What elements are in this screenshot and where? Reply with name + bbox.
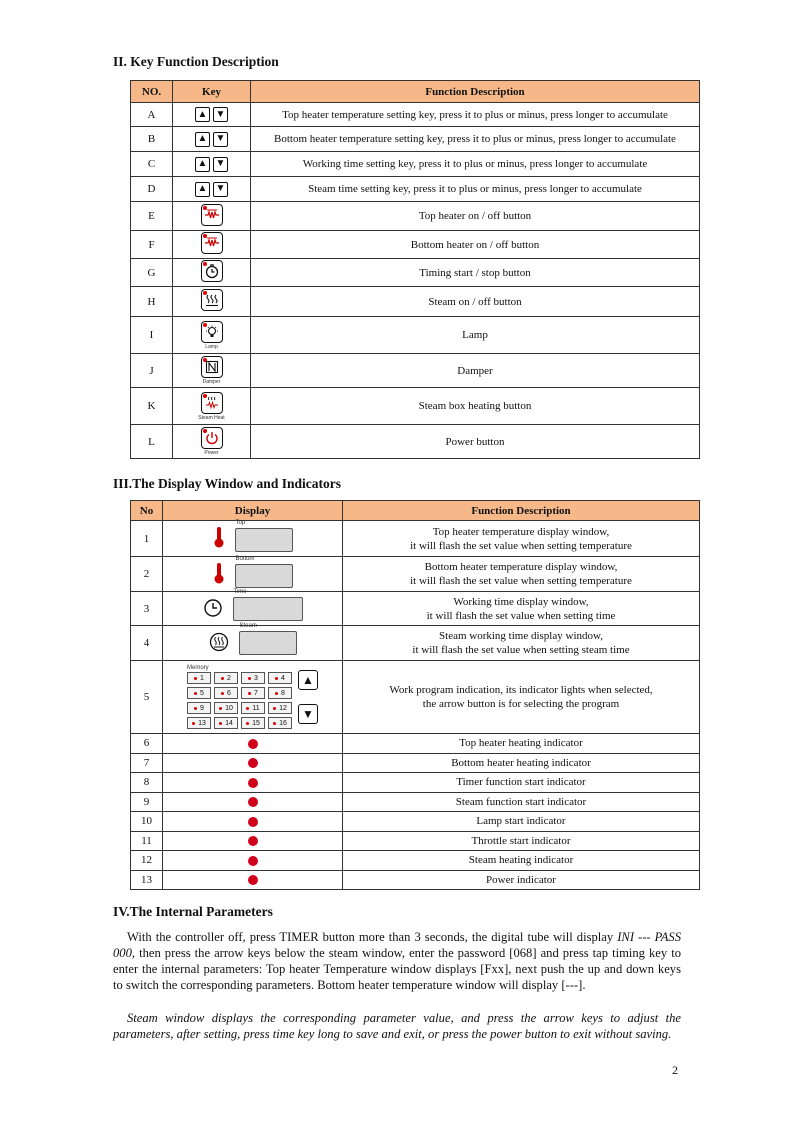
indicator-row-no: 9 bbox=[131, 792, 163, 812]
key-row-icon-cell bbox=[173, 287, 251, 317]
indicator-row-no: 13 bbox=[131, 870, 163, 890]
indicator-cell bbox=[163, 870, 343, 890]
memory-button-9[interactable] bbox=[187, 702, 211, 714]
memory-panel bbox=[163, 665, 342, 729]
memory-led bbox=[221, 677, 224, 680]
col-header-desc: Function Description bbox=[343, 501, 700, 521]
program-arrows bbox=[298, 670, 318, 724]
red-indicator-icon bbox=[248, 875, 258, 885]
display-cell bbox=[163, 557, 343, 592]
memory-led bbox=[273, 707, 276, 710]
display-icon bbox=[213, 525, 225, 552]
memory-button-15[interactable] bbox=[241, 717, 265, 729]
timer-icon bbox=[201, 260, 223, 282]
key-row-icon-cell bbox=[173, 259, 251, 287]
program-up-icon[interactable]: ▲ bbox=[298, 670, 318, 690]
key-row-no: F bbox=[131, 231, 173, 259]
indicator-row-desc: Power indicator bbox=[343, 870, 700, 890]
key-row-no: E bbox=[131, 202, 173, 231]
key-icon-label: Lamp bbox=[205, 343, 218, 350]
key-row-no: H bbox=[131, 287, 173, 317]
display-row-no: 4 bbox=[131, 626, 163, 661]
key-row-desc: Steam time setting key, press it to plus or minus, press longer to accumulate bbox=[251, 177, 700, 202]
memory-label: Memory bbox=[187, 665, 209, 671]
key-row bbox=[131, 259, 700, 287]
display-cell bbox=[163, 588, 343, 626]
key-row-icon-cell bbox=[173, 354, 251, 388]
indicator-row bbox=[131, 734, 700, 754]
indicator-row bbox=[131, 773, 700, 793]
memory-button-3[interactable] bbox=[241, 672, 265, 684]
key-row-desc: Damper bbox=[251, 354, 700, 388]
indicator-row-desc: Lamp start indicator bbox=[343, 812, 700, 832]
lcd-window bbox=[233, 588, 303, 621]
arrow-up-icon: ▲ bbox=[195, 132, 210, 147]
key-row-desc: Working time setting key, press it to plus or minus, press longer to accumulate bbox=[251, 152, 700, 177]
memory-button-13[interactable] bbox=[187, 717, 211, 729]
display-row-desc bbox=[343, 521, 700, 557]
memory-button-label: 2 bbox=[227, 674, 231, 682]
memory-led bbox=[275, 692, 278, 695]
key-row bbox=[131, 177, 700, 202]
key-row bbox=[131, 231, 700, 259]
arrow-down-icon: ▼ bbox=[213, 132, 228, 147]
arrow-up-icon: ▲ bbox=[195, 182, 210, 197]
key-icon-wrap bbox=[201, 260, 223, 282]
indicator-row-no: 12 bbox=[131, 851, 163, 871]
desc-line-2: the arrow button is for selecting the program bbox=[422, 698, 620, 710]
key-icon-wrap bbox=[201, 232, 223, 254]
lamp-icon bbox=[201, 321, 223, 343]
memory-button-label: 8 bbox=[281, 689, 285, 697]
key-icon-wrap bbox=[201, 321, 223, 350]
key-icon-wrap bbox=[198, 392, 224, 421]
indicator-row-no: 7 bbox=[131, 753, 163, 773]
key-icon-wrap bbox=[201, 427, 223, 456]
display-row bbox=[131, 557, 700, 592]
indicator-row-desc: Throttle start indicator bbox=[343, 831, 700, 851]
damper-icon bbox=[201, 356, 223, 378]
memory-button-11[interactable] bbox=[241, 702, 265, 714]
display-row-no: 3 bbox=[131, 592, 163, 626]
key-row-no: G bbox=[131, 259, 173, 287]
key-row-icon-cell bbox=[173, 425, 251, 459]
indicator-row-desc: Steam heating indicator bbox=[343, 851, 700, 871]
memory-led bbox=[248, 692, 251, 695]
display-row-no: 1 bbox=[131, 521, 163, 557]
key-row-icon-cell bbox=[173, 202, 251, 231]
desc-line-1: Work program indication, its indicator lights when selected, bbox=[389, 684, 653, 696]
memory-button-label: 1 bbox=[200, 674, 204, 682]
indicator-row-no: 8 bbox=[131, 773, 163, 793]
red-indicator-icon bbox=[248, 739, 258, 749]
key-row bbox=[131, 287, 700, 317]
display-table bbox=[130, 500, 700, 890]
lcd-label: Time bbox=[233, 588, 247, 595]
key-row-desc: Steam box heating button bbox=[251, 388, 700, 425]
key-row-desc: Lamp bbox=[251, 317, 700, 354]
key-row-icon-cell bbox=[173, 177, 251, 202]
lcd-window bbox=[235, 520, 293, 552]
page-number: 2 bbox=[672, 1063, 678, 1077]
red-indicator-icon bbox=[248, 797, 258, 807]
para-display-code: INI --- PASS 000, bbox=[113, 930, 682, 960]
memory-button-10[interactable] bbox=[214, 702, 238, 714]
key-row-no: K bbox=[131, 388, 173, 425]
key-row-no: C bbox=[131, 152, 173, 177]
key-function-table bbox=[130, 80, 700, 459]
memory-button-12[interactable] bbox=[268, 702, 292, 714]
key-row-no: D bbox=[131, 177, 173, 202]
arrow-up-icon: ▲ bbox=[195, 157, 210, 172]
para-text: then press the arrow keys below the steam window, enter the password [068] and press tap timing key to enter the internal parameters: Top heater Temperature window displays [Fxx], next push the up and down keys to switch the corresponding parameters. Bottom heater temperature window will display [---]. bbox=[113, 946, 681, 992]
memory-button-label: 16 bbox=[279, 719, 287, 727]
steam-icon bbox=[201, 289, 223, 311]
key-row-no: L bbox=[131, 425, 173, 459]
desc-line-2: it will flash the set value when setting time bbox=[426, 609, 616, 622]
display-row bbox=[131, 521, 700, 557]
up-down-arrow-keys bbox=[195, 182, 228, 197]
key-icon-wrap bbox=[201, 204, 223, 226]
key-row-no: J bbox=[131, 354, 173, 388]
memory-led bbox=[194, 707, 197, 710]
lcd-label: Steam bbox=[239, 623, 257, 629]
key-row bbox=[131, 202, 700, 231]
indicator-row bbox=[131, 753, 700, 773]
display-window-group bbox=[203, 588, 303, 621]
section-2-title: II. Key Function Description bbox=[113, 54, 279, 69]
key-row bbox=[131, 354, 700, 388]
key-row-icon-cell bbox=[173, 127, 251, 152]
indicator-row-desc: Steam function start indicator bbox=[343, 792, 700, 812]
key-row-desc: Steam on / off button bbox=[251, 287, 700, 317]
key-row bbox=[131, 425, 700, 459]
memory-button-label: 9 bbox=[200, 704, 204, 712]
indicator-row bbox=[131, 851, 700, 871]
memory-button-label: 10 bbox=[225, 704, 233, 712]
key-row-no: I bbox=[131, 317, 173, 354]
display-icon bbox=[209, 632, 229, 655]
key-row-icon-cell bbox=[173, 231, 251, 259]
memory-led bbox=[246, 722, 249, 725]
red-indicator-icon bbox=[248, 758, 258, 768]
lcd-window bbox=[235, 555, 293, 588]
steam-heat-icon bbox=[201, 392, 223, 414]
desc-line-2: it will flash the set value when setting temperature bbox=[410, 539, 632, 552]
program-down-icon[interactable]: ▼ bbox=[298, 704, 318, 724]
col-header-display: Display bbox=[163, 501, 343, 521]
lcd-window bbox=[239, 623, 297, 655]
memory-led bbox=[248, 677, 251, 680]
memory-led bbox=[219, 722, 222, 725]
indicator-cell bbox=[163, 851, 343, 871]
red-indicator-icon bbox=[248, 778, 258, 788]
indicator-cell bbox=[163, 734, 343, 754]
key-row bbox=[131, 317, 700, 354]
key-row-no: A bbox=[131, 103, 173, 127]
memory-row bbox=[131, 661, 700, 734]
key-icon-label: Steam Heat bbox=[198, 414, 225, 421]
memory-led bbox=[194, 692, 197, 695]
key-row-icon-cell bbox=[173, 317, 251, 354]
key-row-icon-cell bbox=[173, 388, 251, 425]
indicator-cell bbox=[163, 773, 343, 793]
memory-button-label: 5 bbox=[200, 689, 204, 697]
indicator-row-desc: Bottom heater heating indicator bbox=[343, 753, 700, 773]
key-row-icon-cell bbox=[173, 152, 251, 177]
display-row bbox=[131, 592, 700, 626]
col-header-desc: Function Description bbox=[251, 81, 700, 103]
key-icon-wrap bbox=[201, 289, 223, 311]
key-icon-label: Damper bbox=[202, 379, 221, 385]
key-row bbox=[131, 127, 700, 152]
key-row-desc: Power button bbox=[251, 425, 700, 459]
key-icon-label: Power bbox=[204, 450, 219, 456]
thermometer-icon bbox=[213, 525, 225, 549]
section-4-title: IV.The Internal Parameters bbox=[113, 904, 273, 919]
indicator-row-no: 6 bbox=[131, 734, 163, 754]
display-window-group bbox=[209, 623, 297, 655]
desc-line-1: Working time display window, bbox=[453, 595, 589, 608]
up-down-arrow-keys bbox=[195, 107, 228, 122]
display-cell bbox=[163, 623, 343, 661]
memory-led bbox=[246, 707, 249, 710]
memory-desc bbox=[343, 661, 700, 734]
memory-button-label: 11 bbox=[252, 704, 260, 712]
desc-line-1: Top heater temperature display window, bbox=[432, 525, 610, 538]
para-text: With the controller off, press TIMER button more than 3 seconds, the digital tube will display bbox=[127, 930, 618, 944]
indicator-cell bbox=[163, 792, 343, 812]
memory-button-4[interactable] bbox=[268, 672, 292, 684]
memory-button-6[interactable] bbox=[214, 687, 238, 699]
lcd-label: Bottom bbox=[235, 555, 255, 562]
memory-button-7[interactable] bbox=[241, 687, 265, 699]
indicator-row-no: 11 bbox=[131, 831, 163, 851]
key-row-desc: Top heater temperature setting key, press it to plus or minus, press longer to accumulate bbox=[251, 103, 700, 127]
arrow-down-icon: ▼ bbox=[213, 107, 228, 122]
key-row-no: B bbox=[131, 127, 173, 152]
memory-button-label: 3 bbox=[254, 674, 258, 682]
desc-line-1: Steam working time display window, bbox=[439, 630, 603, 642]
key-icon-wrap bbox=[201, 356, 223, 385]
key-row bbox=[131, 103, 700, 127]
arrow-up-icon: ▲ bbox=[195, 107, 210, 122]
memory-button-label: 13 bbox=[198, 719, 206, 727]
display-window-group bbox=[213, 555, 293, 588]
col-header-key: Key bbox=[173, 81, 251, 103]
indicator-cell bbox=[163, 812, 343, 832]
display-cell bbox=[163, 521, 343, 557]
red-indicator-icon bbox=[248, 817, 258, 827]
memory-button-label: 12 bbox=[279, 704, 287, 712]
display-icon bbox=[203, 598, 223, 621]
key-row-desc: Bottom heater temperature setting key, press it to plus or minus, press longer to accumulate bbox=[251, 127, 700, 152]
key-row-desc: Timing start / stop button bbox=[251, 259, 700, 287]
power-icon bbox=[201, 427, 223, 449]
display-row-no: 2 bbox=[131, 557, 163, 592]
display-window-group bbox=[213, 520, 293, 552]
memory-button-14[interactable] bbox=[214, 717, 238, 729]
heater-icon bbox=[201, 204, 223, 226]
key-row-icon-cell bbox=[173, 103, 251, 127]
display-row-desc bbox=[343, 626, 700, 661]
steam-icon bbox=[209, 632, 229, 652]
memory-led bbox=[273, 722, 276, 725]
arrow-down-icon: ▼ bbox=[213, 157, 228, 172]
key-row-desc: Bottom heater on / off button bbox=[251, 231, 700, 259]
memory-button-label: 14 bbox=[225, 719, 233, 727]
indicator-cell bbox=[163, 831, 343, 851]
memory-led bbox=[192, 722, 195, 725]
indicator-cell bbox=[163, 753, 343, 773]
memory-led bbox=[275, 677, 278, 680]
memory-button-label: 7 bbox=[254, 689, 258, 697]
memory-led bbox=[194, 677, 197, 680]
key-row bbox=[131, 388, 700, 425]
desc-line-2: it will flash the set value when setting temperature bbox=[410, 575, 632, 587]
heater-icon bbox=[201, 232, 223, 254]
col-header-no: No bbox=[131, 501, 163, 521]
memory-led bbox=[221, 692, 224, 695]
indicator-row bbox=[131, 870, 700, 890]
paragraph-internal-params bbox=[113, 929, 681, 993]
memory-left bbox=[187, 665, 292, 729]
indicator-row bbox=[131, 831, 700, 851]
red-indicator-icon bbox=[248, 836, 258, 846]
memory-button-label: 6 bbox=[227, 689, 231, 697]
lcd-label: Top bbox=[235, 520, 246, 526]
memory-button-8[interactable] bbox=[268, 687, 292, 699]
memory-button-16[interactable] bbox=[268, 717, 292, 729]
indicator-row-no: 10 bbox=[131, 812, 163, 832]
display-row bbox=[131, 626, 700, 661]
arrow-down-icon: ▼ bbox=[213, 182, 228, 197]
indicator-row bbox=[131, 812, 700, 832]
key-row-desc: Top heater on / off button bbox=[251, 202, 700, 231]
memory-led bbox=[219, 707, 222, 710]
col-header-no: NO. bbox=[131, 81, 173, 103]
up-down-arrow-keys bbox=[195, 132, 228, 147]
indicator-row-desc: Top heater heating indicator bbox=[343, 734, 700, 754]
display-row-desc bbox=[343, 557, 700, 592]
thermometer-icon bbox=[213, 561, 225, 585]
memory-button-1[interactable] bbox=[187, 672, 211, 684]
display-icon bbox=[213, 561, 225, 588]
paragraph-steam-window: Steam window displays the corresponding parameter value, and press the arrow keys to adjust the parameters, after setting, press time key long to save and exit, or press the power button to exit without saving. bbox=[113, 1011, 681, 1041]
display-row-desc bbox=[343, 592, 700, 626]
memory-button-label: 4 bbox=[281, 674, 285, 682]
display-row-no: 5 bbox=[131, 661, 163, 734]
indicator-row bbox=[131, 792, 700, 812]
clock-icon bbox=[203, 598, 223, 618]
section-3-title: III.The Display Window and Indicators bbox=[113, 476, 341, 491]
desc-line-2: it will flash the set value when setting steam time bbox=[412, 644, 630, 656]
up-down-arrow-keys bbox=[195, 157, 228, 172]
key-row bbox=[131, 152, 700, 177]
indicator-row-desc: Timer function start indicator bbox=[343, 773, 700, 793]
memory-button-5[interactable] bbox=[187, 687, 211, 699]
memory-cell bbox=[163, 661, 343, 734]
memory-button-2[interactable] bbox=[214, 672, 238, 684]
desc-line-1: Bottom heater temperature display window, bbox=[424, 561, 618, 573]
red-indicator-icon bbox=[248, 856, 258, 866]
memory-grid bbox=[187, 672, 292, 729]
memory-button-label: 15 bbox=[252, 719, 260, 727]
